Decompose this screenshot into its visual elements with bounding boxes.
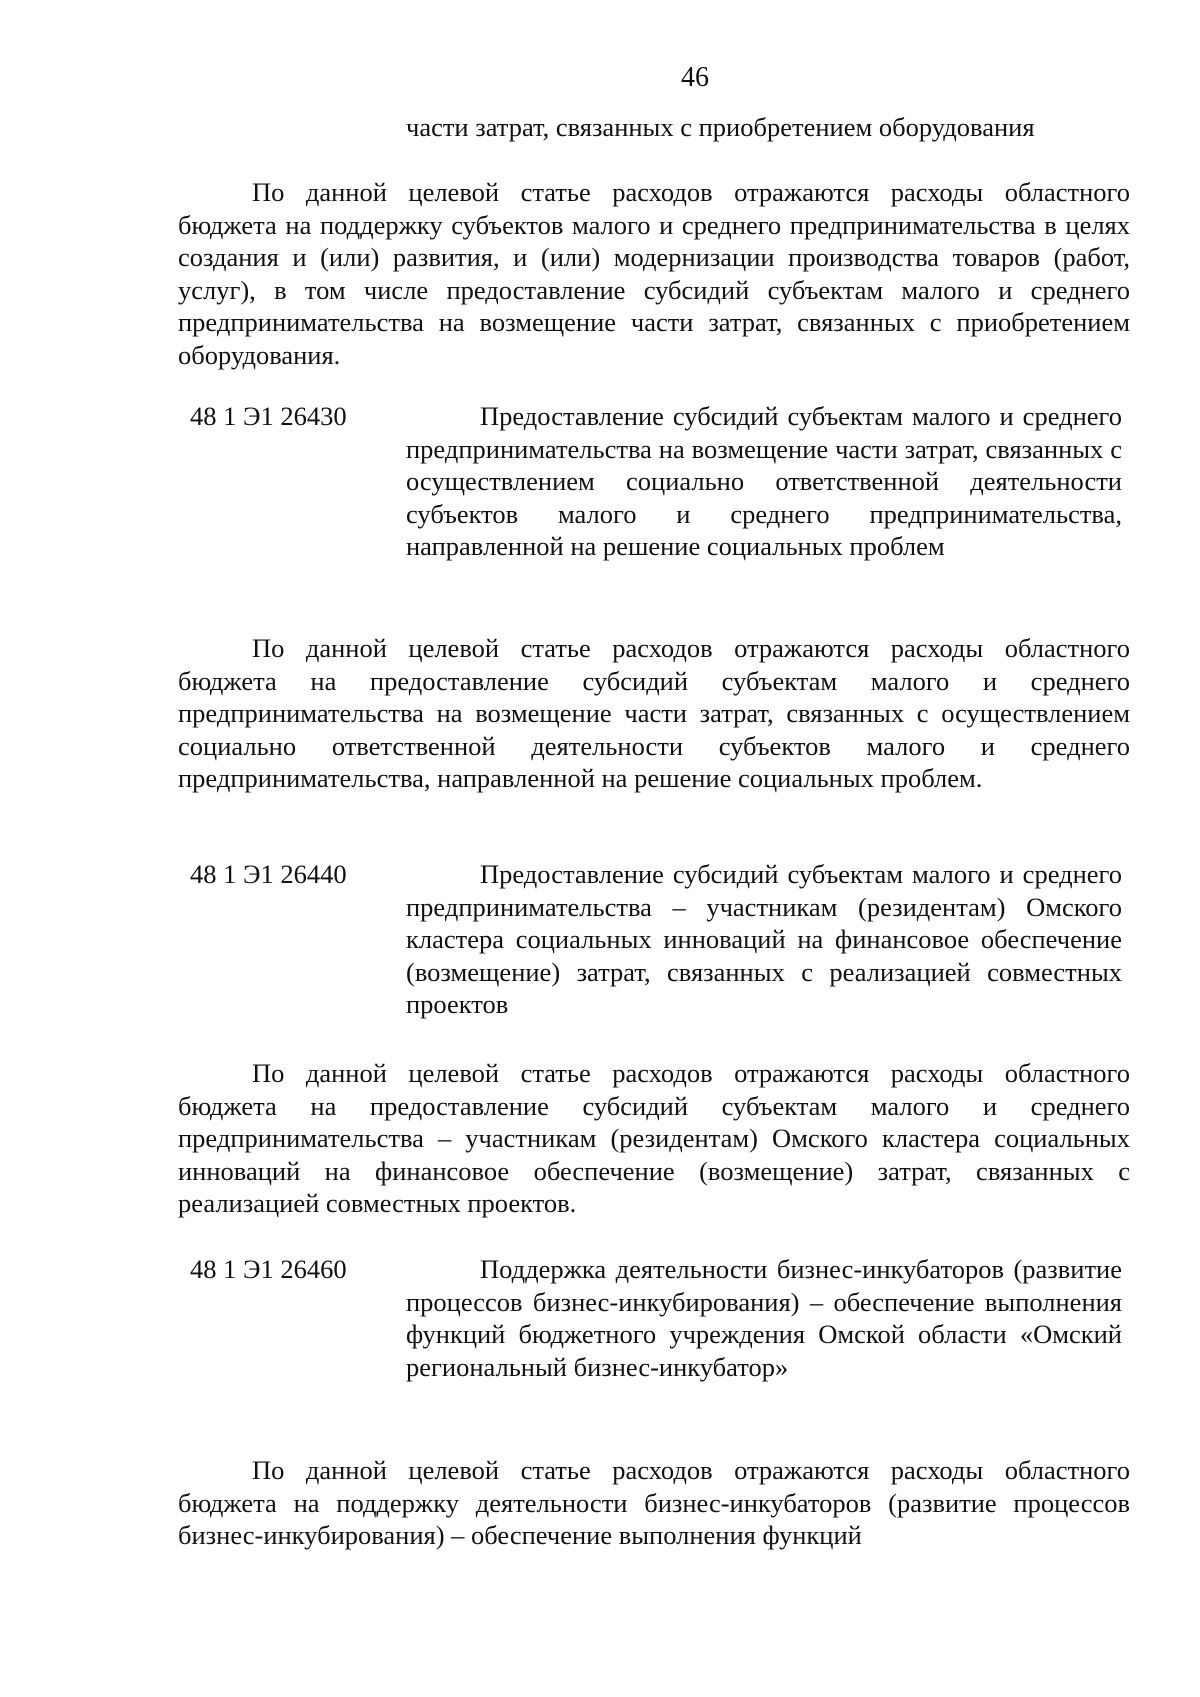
description-paragraph: По данной целевой статье расходов отражаются расходы областного бюджета на предоставление субсидий субъектам малого и среднего предпринимательства – участникам (резидентам) Омского кластера социальных инноваций на финансовое обеспечение (возмещение) затрат, связанных с реализацией совместных проектов. (178, 1058, 1130, 1218)
continued-heading: части затрат, связанных с приобретением оборудования (406, 112, 1035, 142)
budget-item-title: Поддержка деятельности бизнес-инкубаторов (развитие процессов бизнес-инкубирования) – обеспечение выполнения функций бюджетного учреждения Омской области «Омский региональный бизнес-инкубатор» (406, 1254, 1122, 1382)
page-number: 46 (681, 62, 709, 93)
budget-item-title: Предоставление субсидий субъектам малого и среднего предпринимательства на возмещение части затрат, связанных с осуществлением социально ответственной деятельности субъектов малого и среднего предпринимательства, направленной на решение социальных проблем (406, 401, 1122, 561)
description-paragraph: По данной целевой статье расходов отражаются расходы областного бюджета на предоставление субсидий субъектам малого и среднего предпринимательства на возмещение части затрат, связанных с осуществлением социально ответственной деятельности субъектов малого и среднего предпринимательства, направленной на решение социальных проблем. (178, 633, 1130, 793)
description-paragraph: По данной целевой статье расходов отражаются расходы областного бюджета на поддержку субъектов малого и среднего предпринимательства в целях создания и (или) развития, и (или) модернизации производства товаров (работ, услуг), в том числе предоставление субсидий субъектам малого и среднего предпринимательства на возмещение части затрат, связанных с приобретением оборудования. (178, 177, 1130, 370)
description-paragraph: По данной целевой статье расходов отражаются расходы областного бюджета на поддержку деятельности бизнес-инкубаторов (развитие процессов бизнес-инкубирования) – обеспечение выполнения функций (178, 1455, 1130, 1550)
budget-code: 48 1 Э1 26430 (190, 401, 347, 431)
budget-item-title: Предоставление субсидий субъектам малого и среднего предпринимательства – участникам (резидентам) Омского кластера социальных инноваций на финансовое обеспечение (возмещение) затрат, связанных с реализацией совместных проектов (406, 859, 1122, 1019)
budget-code: 48 1 Э1 26440 (190, 859, 347, 889)
budget-code: 48 1 Э1 26460 (190, 1254, 347, 1284)
